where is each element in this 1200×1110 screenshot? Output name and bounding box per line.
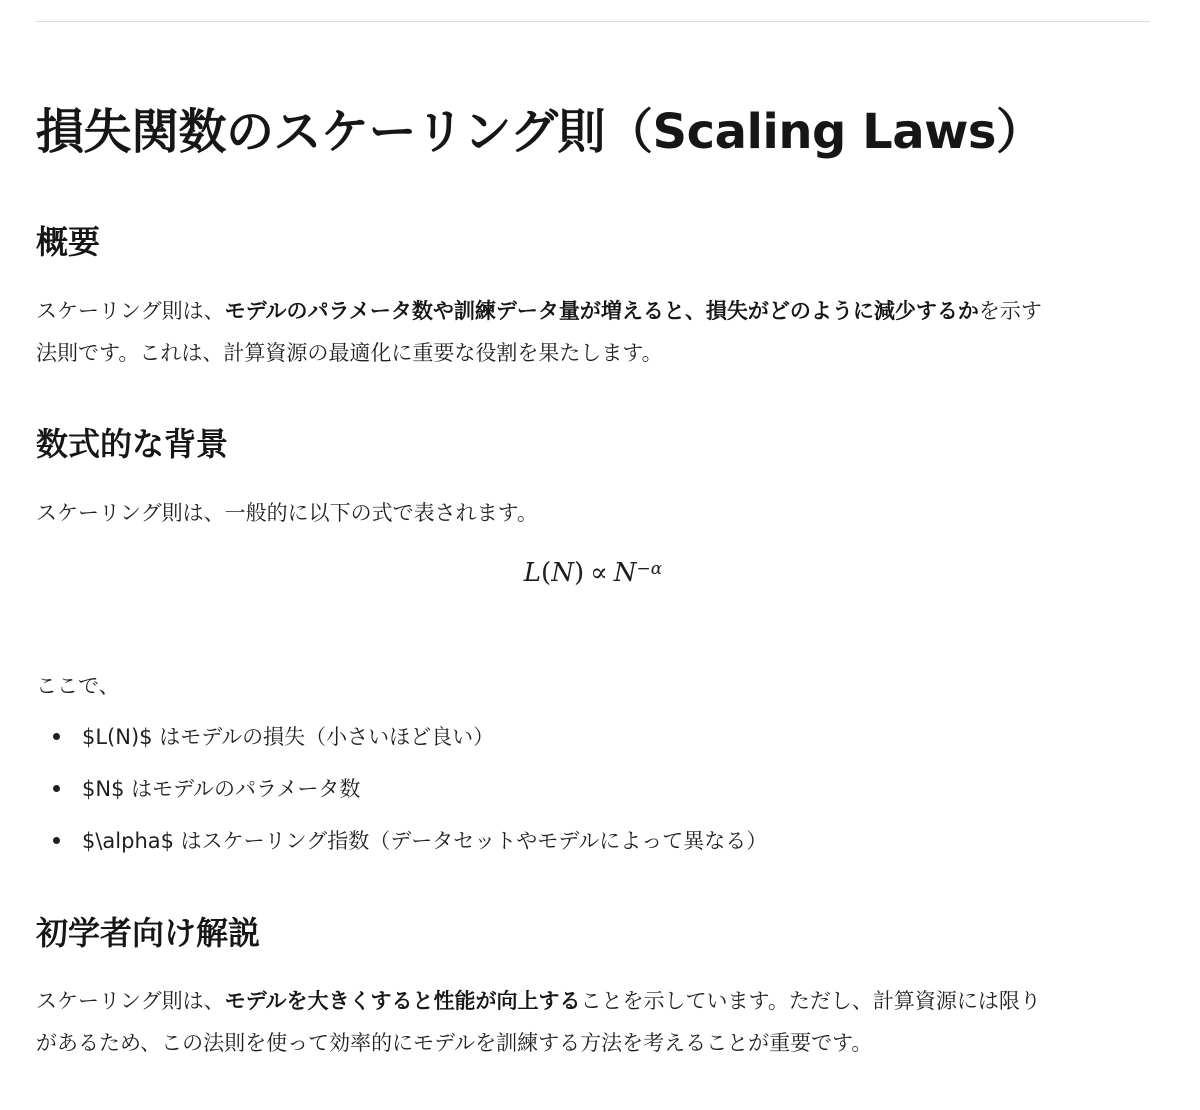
variable-list	[36, 711, 1150, 867]
section-heading-beginner: 初学者向け解説	[36, 914, 261, 952]
formula-relation: ∝	[590, 558, 608, 588]
overview-paragraph	[36, 290, 1150, 374]
beginner-line-2: があるため、この法則を使って効率的にモデルを訓練する方法を考えることが重要です。	[36, 1031, 873, 1055]
list-item	[36, 711, 1150, 763]
math-intro: スケーリング則は、一般的に以下の式で表されます。	[36, 501, 538, 525]
overview-bold-text: モデルのパラメータ数や訓練データ量が増えると、損失がどのように減少するか	[224, 299, 979, 323]
overview-text-end: を示す	[978, 299, 1042, 323]
list-item-text: $L(N)$ はモデルの損失（小さいほど良い）	[82, 725, 495, 749]
list-item-text: $N$ はモデルのパラメータ数	[82, 777, 361, 801]
section-heading-overview: 概要	[36, 223, 101, 261]
beginner-line-1	[36, 989, 1041, 1013]
list-item	[36, 763, 1150, 815]
formula-lhs-symbol: L	[523, 558, 542, 588]
scaling-law-formula: $L(N) \propto N^{-\alpha}$	[523, 558, 663, 588]
list-item	[36, 815, 1150, 867]
beginner-bold-text: モデルを大きくすると性能が向上する	[224, 989, 581, 1013]
list-item-text: $\alpha$ はスケーリング指数（データセットやモデルによって異なる）	[82, 829, 768, 853]
formula-rhs-base: N	[613, 558, 637, 588]
beginner-text-end: ことを示しています。ただし、計算資源には限り	[580, 989, 1041, 1013]
section-heading-math: 数式的な背景	[36, 425, 229, 463]
formula-rhs-exponent: −α	[636, 559, 663, 579]
page-title: 損失関数のスケーリング則（Scaling Laws）	[36, 104, 1044, 160]
bullet-icon	[53, 837, 60, 844]
where-label: ここで、	[36, 674, 120, 698]
bullet-icon	[53, 785, 60, 792]
overview-line-2: 法則です。これは、計算資源の最適化に重要な役割を果たします。	[36, 341, 663, 365]
bullet-icon	[53, 733, 60, 740]
beginner-paragraph	[36, 980, 1150, 1064]
overview-text-start: スケーリング則は、	[36, 299, 225, 323]
beginner-text-start: スケーリング則は、	[36, 989, 225, 1013]
overview-line-1	[36, 299, 1042, 323]
top-divider	[36, 21, 1150, 22]
formula-lhs-arg: N	[551, 558, 574, 588]
